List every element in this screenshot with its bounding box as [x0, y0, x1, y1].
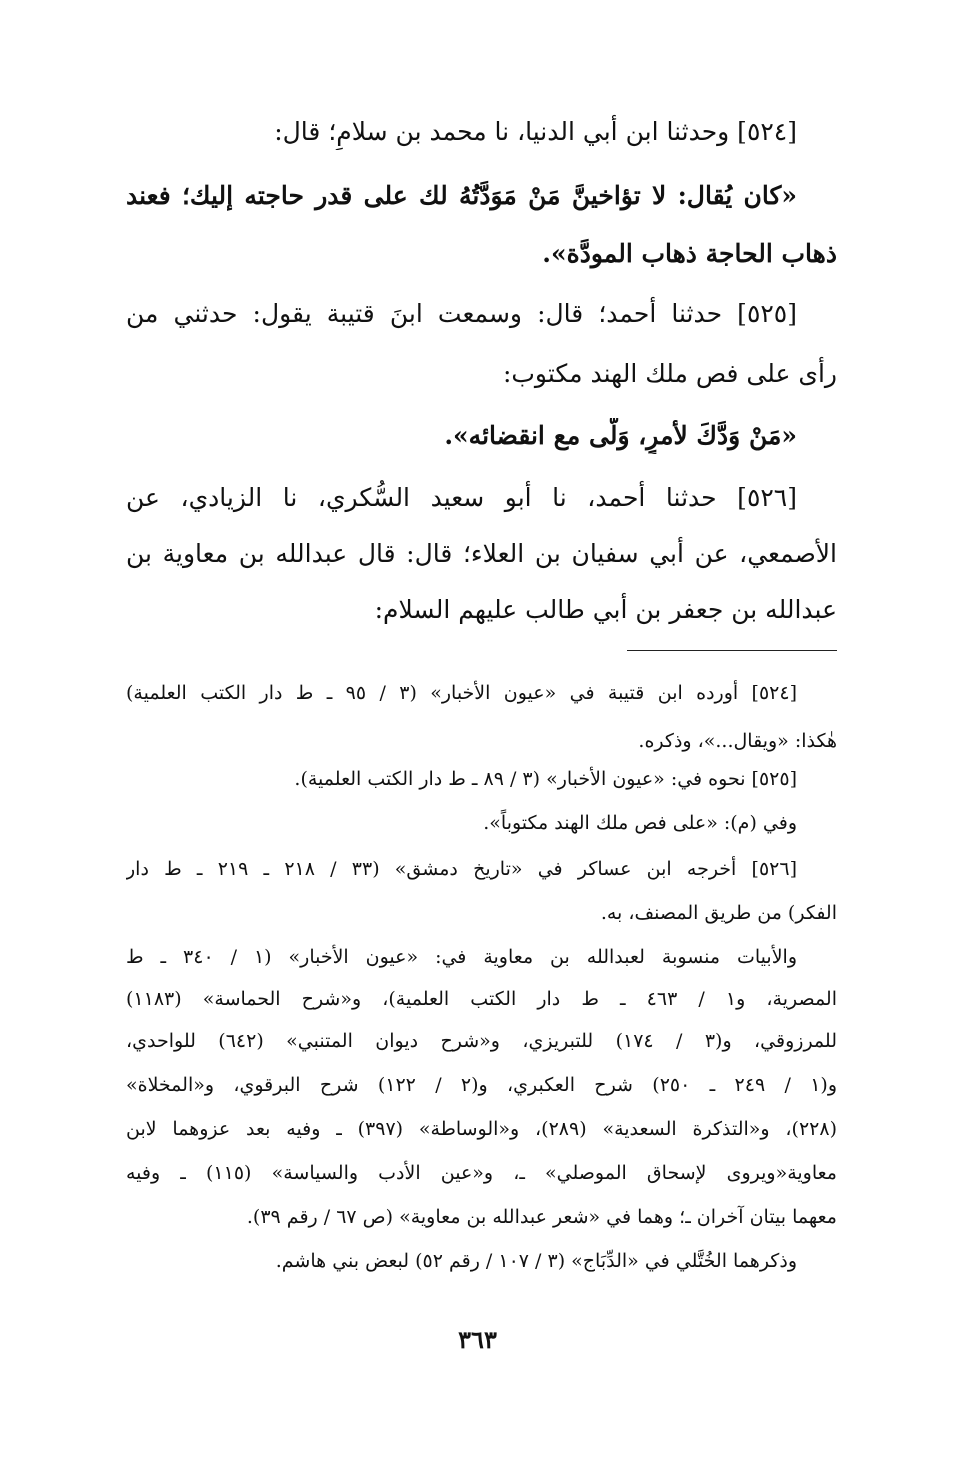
main-line-1: [٥٢٤] وحدثنا ابن أبي الدنيا، نا محمد بن سلامٍ؛ قال:	[274, 117, 797, 146]
main-line-2: «كان يُقال: لا تؤاخينَّ مَنْ مَوَدَّتُهُ لك على قدر حاجته إليك؛ فعند	[126, 181, 797, 210]
main-line-3: ذهاب الحاجة ذهاب المودَّة».	[542, 239, 837, 268]
footnote-line-2: هٰكذا: «ويقال...»، وذكره.	[638, 730, 837, 752]
footnote-line-4: وفي (م): «على فص ملك الهند مكتوباً».	[483, 812, 797, 834]
footnote-line-9: للمرزوقي، و(٣ / ١٧٤) للتبريزي، و«شرح ديوان المتنبي» (٦٤٢) للواحدي،	[126, 1030, 837, 1052]
main-line-5: رأى على فص ملك الهند مكتوب:	[502, 359, 837, 388]
main-line-8: الأصمعي، عن أبي سفيان بن العلاء؛ قال: قال عبدالله بن معاوية بن	[126, 539, 837, 568]
main-line-9: عبدالله بن جعفر بن أبي طالب عليهم السلام:	[374, 595, 837, 624]
footnote-line-3: [٥٢٥] نحوه في: «عيون الأخبار» (٣ / ٨٩ ـ ط دار الكتب العلمية).	[294, 768, 797, 790]
page-number: ٣٦٣	[458, 1325, 497, 1354]
footnote-line-8: المصرية، و١ / ٤٦٣ ـ ط دار الكتب العلمية)، و«شرح الحماسة» (١١٨٣)	[126, 988, 837, 1010]
footnote-line-6: الفكر) من طريق المصنف، به.	[600, 902, 837, 924]
footnote-line-5: [٥٢٦] أخرجه ابن عساكر في «تاريخ دمشق» (٣٣ / ٢١٨ ـ ٢١٩ ـ ط دار	[126, 858, 797, 880]
main-line-4: [٥٢٥] حدثنا أحمد؛ قال: وسمعت ابنَ قتيبة يقول: حدثني من	[126, 299, 797, 328]
footnote-line-13: معهما بيتان آخران ـ؛ وهما في «شعر عبدالله بن معاوية» (ص ٦٧ / رقم ٣٩).	[246, 1206, 837, 1228]
footnote-separator	[627, 650, 837, 651]
footnote-line-7: والأبيات منسوبة لعبدالله بن معاوية في: «عيون الأخبار» (١ / ٣٤٠ ـ ط	[126, 946, 797, 968]
footnote-line-14: وذكرهما الخُتَّلي في «الدِّبَاج» (٣ / ١٠٧ / رقم ٥٢) لبعض بني هاشم.	[275, 1250, 797, 1272]
footnote-line-10: و(١ / ٢٤٩ ـ ٢٥٠) شرح العكبري، و(٢ / ١٢٢) شرح البرقوي، و«المخلاة»	[126, 1074, 837, 1096]
footnote-line-12: معاوية«ويروى لإسحاق الموصلي» ـ، و«عين الأدب والسياسة» (١١٥) ـ وفيه	[126, 1162, 837, 1184]
main-line-7: [٥٢٦] حدثنا أحمد، نا أبو سعيد السُّكري، نا الزيادي، عن	[126, 483, 797, 512]
footnote-line-1: [٥٢٤] أورده ابن قتيبة في «عيون الأخبار» (٣ / ٩٥ ـ ط دار الكتب العلمية)	[126, 682, 797, 704]
main-line-6: «مَنْ وَدَّكَ لأمرٍ، وَلَّى مع انقضائه».	[444, 421, 797, 450]
footnote-line-11: (٢٢٨)، و«التذكرة السعدية» (٢٨٩)، و«الوساطة» (٣٩٧) ـ وفيه بعد عزوهما لابن	[126, 1118, 837, 1140]
